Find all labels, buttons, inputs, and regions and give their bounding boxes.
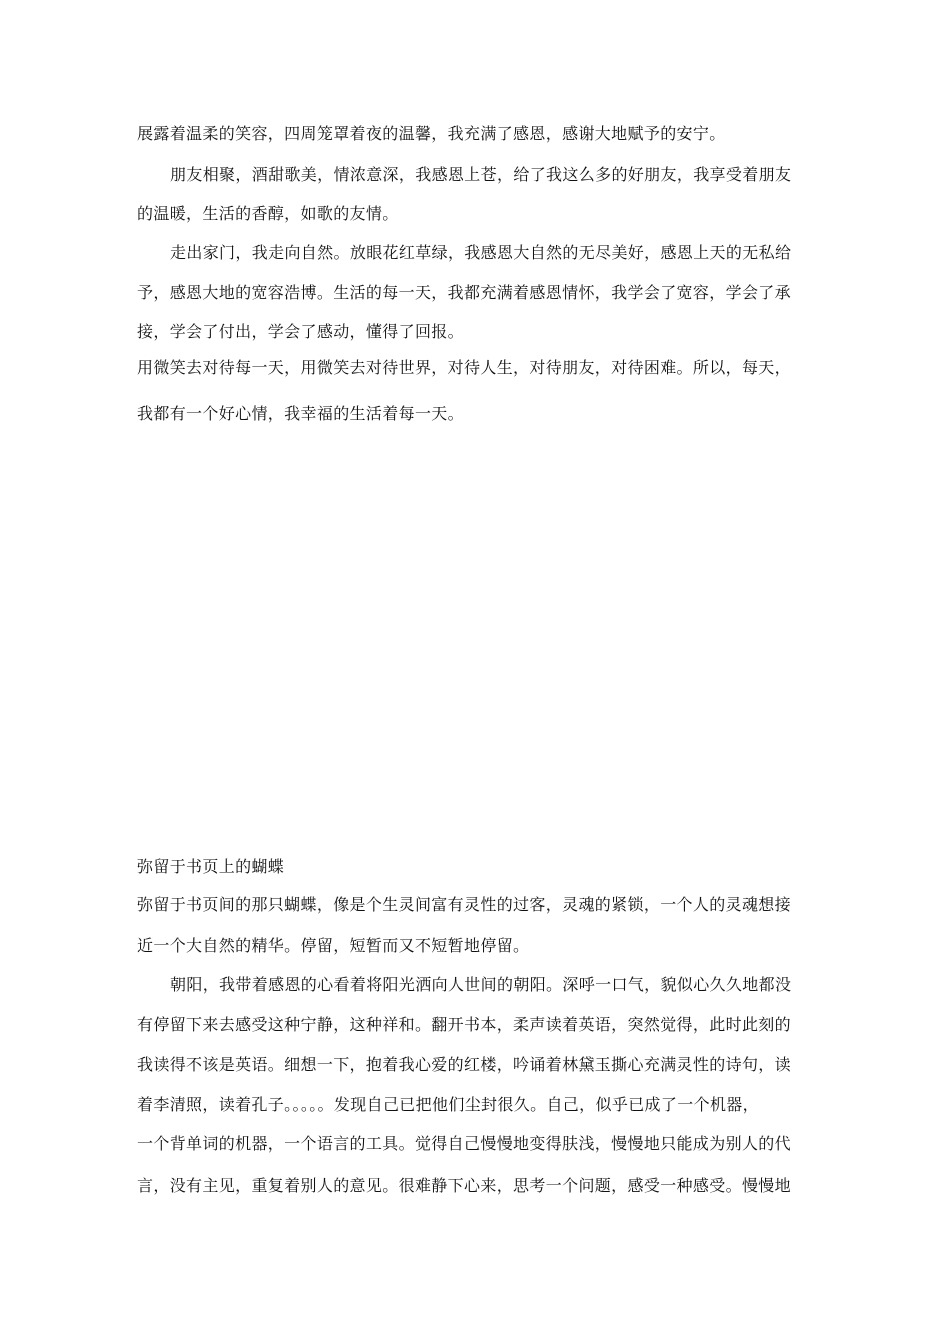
paragraph-line: 展露着温柔的笑容，四周笼罩着夜的温馨，我充满了感恩，感谢大地赋予的安宁。 — [137, 124, 726, 143]
paragraph-line: 走出家门，我走向自然。放眼花红草绿，我感恩大自然的无尽美好，感恩上天的无私给 — [170, 243, 792, 262]
paragraph-line: 接，学会了付出，学会了感动，懂得了回报。 — [137, 322, 465, 341]
paragraph-line: 我都有一个好心情，我幸福的生活着每一天。 — [137, 404, 465, 423]
paragraph-line: 朝阳，我带着感恩的心看着将阳光洒向人世间的朝阳。深呼一口气，貌似心久久地都没 — [170, 975, 792, 994]
paragraph-line: 着李清照，读着孔子。。。。。发现自己已把他们尘封很久。自己，似乎已成了一个机器， — [137, 1095, 760, 1114]
paragraph-line: 一个背单词的机器，一个语言的工具。觉得自己慢慢地变得肤浅，慢慢地只能成为别人的代 — [137, 1134, 792, 1153]
paragraph-line: 用微笑去对待每一天，用微笑去对待世界，对待人生，对待朋友，对待困难。所以，每天， — [137, 358, 792, 377]
paragraph-line: 有停留下来去感受这种宁静，这种祥和。翻开书本，柔声读着英语，突然觉得，此时此刻的 — [137, 1015, 792, 1034]
paragraph-line: 言，没有主见，重复着别人的意见。很难静下心来，思考一个问题，感受一种感受。慢慢地 — [137, 1176, 792, 1195]
paragraph-line: 我读得不该是英语。细想一下，抱着我心爱的红楼，吟诵着林黛玉撕心充满灵性的诗句，读 — [137, 1055, 792, 1074]
paragraph-line: 的温暖，生活的香醇，如歌的友情。 — [137, 204, 399, 223]
article-title: 弥留于书页上的蝴蝶 — [137, 857, 285, 876]
paragraph-line: 弥留于书页间的那只蝴蝶，像是个生灵间富有灵性的过客，灵魂的紧锁，一个人的灵魂想接 — [137, 895, 792, 914]
paragraph-line: 近一个大自然的精华。停留，短暂而又不短暂地停留。 — [137, 936, 530, 955]
paragraph-line: 朋友相聚，酒甜歌美，情浓意深，我感恩上苍，给了我这么多的好朋友，我享受着朋友 — [170, 165, 792, 184]
paragraph-line: 予，感恩大地的宽容浩博。生活的每一天，我都充满着感恩情怀，我学会了宽容，学会了承 — [137, 283, 792, 302]
